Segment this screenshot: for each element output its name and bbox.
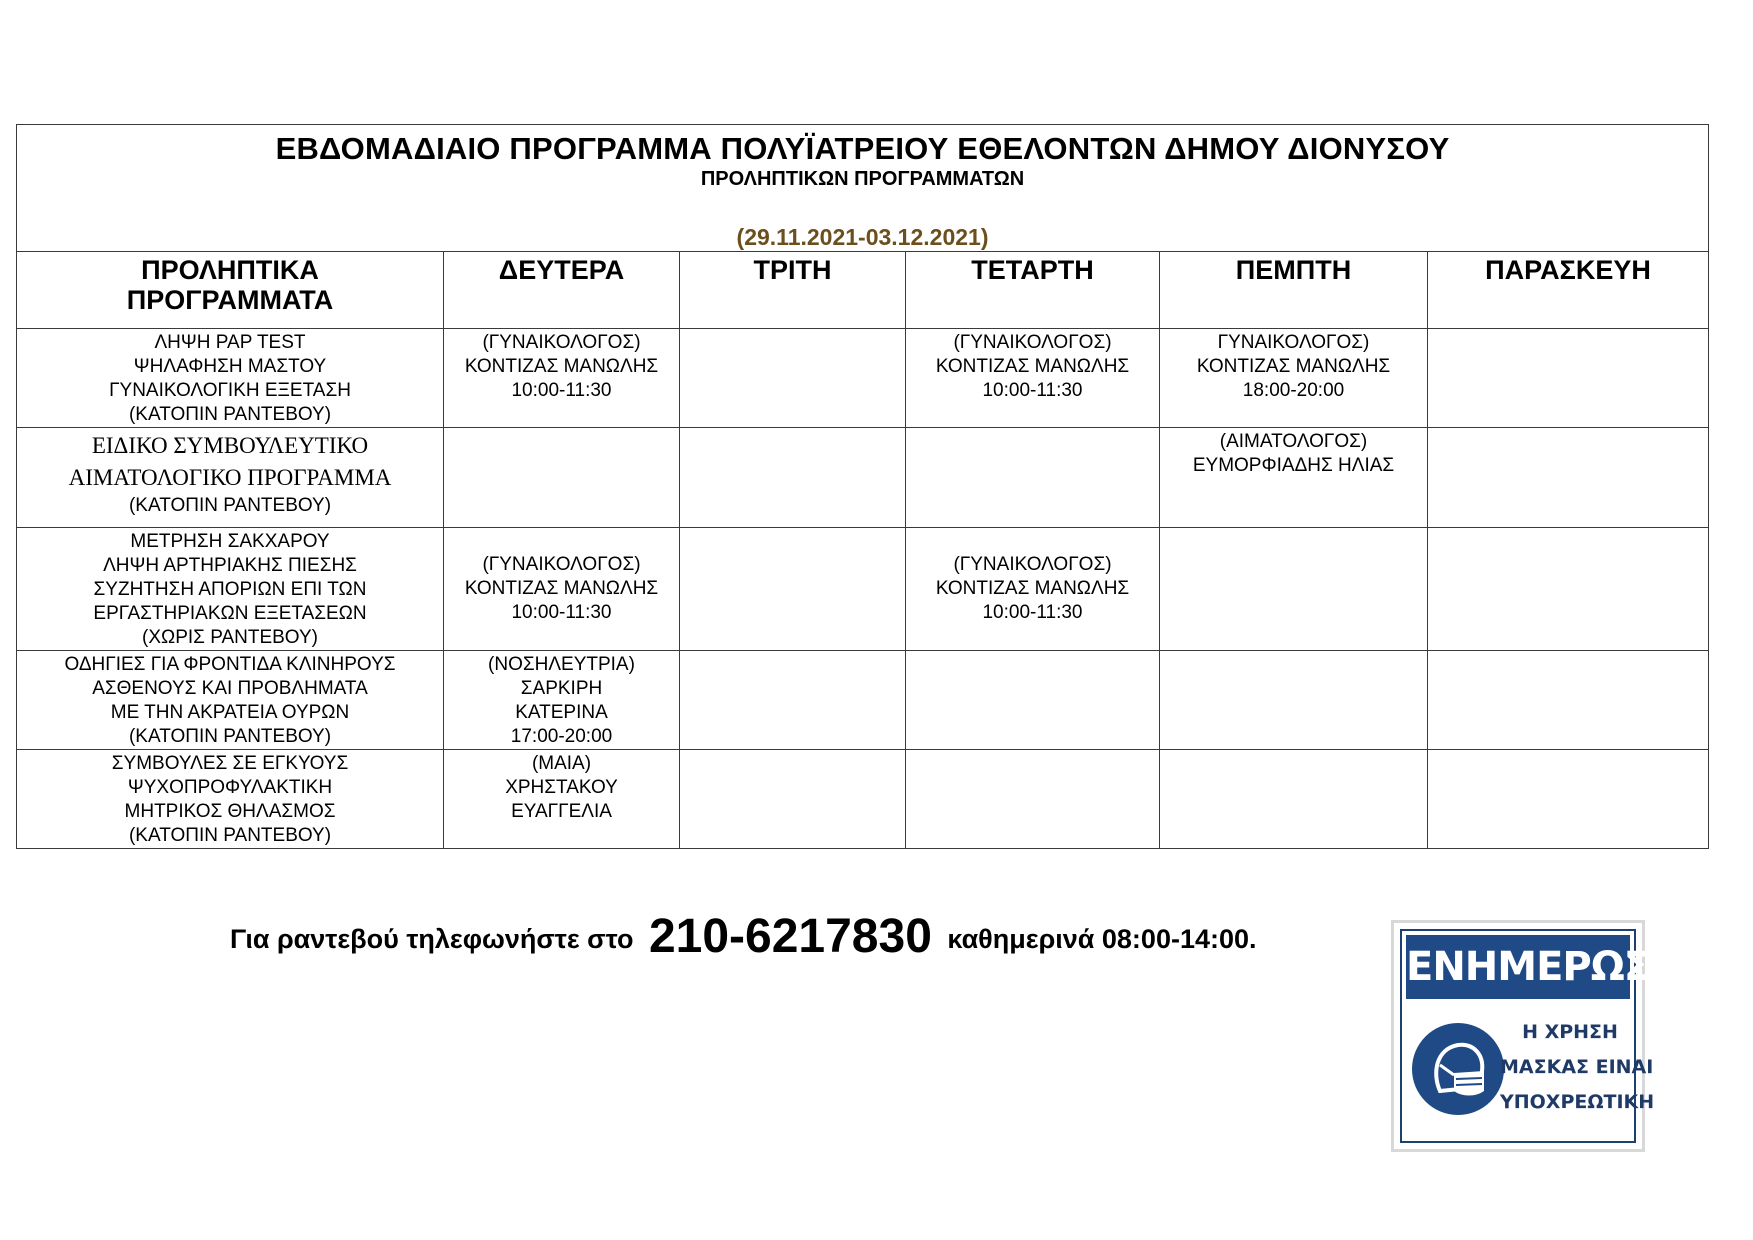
program-line: ΣΥΖΗΤΗΣΗ ΑΠΟΡΙΩΝ ΕΠΙ ΤΩΝ xyxy=(93,579,367,600)
sign-line: Η ΧΡΗΣΗ xyxy=(1522,1021,1618,1043)
header-row xyxy=(17,252,1709,329)
column-header-friday: ΠΑΡΑΣΚΕΥΗ xyxy=(1428,252,1709,329)
program-line: ΣΥΜΒΟΥΛΕΣ ΣΕ ΕΓΚΥΟΥΣ xyxy=(111,753,349,774)
time-slot: 17:00-20:00 xyxy=(510,726,613,747)
mask-notice-sign xyxy=(1391,920,1683,1152)
appointment-info xyxy=(230,905,1257,963)
doctor-name: ΚΟΝΤΙΖΑΣ ΜΑΝΩΛΗΣ xyxy=(1196,356,1391,377)
monday-cell xyxy=(444,329,680,428)
face-mask-icon xyxy=(1410,1021,1506,1117)
program-line: ΓΥΝΑΙΚΟΛΟΓΙΚΗ ΕΞΕΤΑΣΗ xyxy=(109,380,351,401)
page-subtitle: ΠΡΟΛΗΠΤΙΚΩΝ ΠΡΟΓΡΑΜΜΑΤΩΝ xyxy=(700,168,1025,190)
wednesday-cell xyxy=(906,329,1160,428)
column-header-wednesday: ΤΕΤΑΡΤΗ xyxy=(906,252,1160,329)
thursday-cell xyxy=(1160,329,1428,428)
table-row xyxy=(17,329,1709,428)
program-line: ΜΗΤΡΙΚΟΣ ΘΗΛΑΣΜΟΣ xyxy=(124,801,336,822)
table-row xyxy=(17,651,1709,750)
program-cell xyxy=(17,750,444,849)
doctor-name: ΕΥΑΓΓΕΛΙΑ xyxy=(511,801,612,822)
doctor-name: ΧΡΗΣΤΑΚΟΥ xyxy=(505,777,618,798)
program-note: (ΚΑΤΟΠΙΝ ΡΑΝΤΕΒΟΥ) xyxy=(128,495,332,516)
program-line: ΕΡΓΑΣΤΗΡΙΑΚΩΝ ΕΞΕΤΑΣΕΩΝ xyxy=(93,603,367,624)
friday-cell xyxy=(1428,329,1709,428)
page-title: ΕΒΔΟΜΑΔΙΑΙΟ ΠΡΟΓΡΑΜΜΑ ΠΟΛΥΪΑΤΡΕΙΟΥ ΕΘΕΛΟΝΤΩΝ ΔΗΜΟΥ ΔΙΟΝΥΣΟΥ xyxy=(275,131,1450,166)
monday-cell xyxy=(444,428,680,528)
doctor-specialty: (ΜΑΙΑ) xyxy=(531,753,592,774)
table-row xyxy=(17,528,1709,651)
time-slot: 10:00-11:30 xyxy=(982,380,1083,401)
doctor-name: ΕΥΜΟΡΦΙΑΔΗΣ ΗΛΙΑΣ xyxy=(1192,455,1395,476)
program-cell xyxy=(17,651,444,750)
phone-number: 210-6217830 xyxy=(648,910,932,963)
doctor-name: ΚΟΝΤΙΖΑΣ ΜΑΝΩΛΗΣ xyxy=(464,578,659,599)
program-cell xyxy=(17,428,444,528)
title-cell xyxy=(17,125,1709,252)
wednesday-cell xyxy=(906,428,1160,528)
program-line: ΛΗΨΗ PAP TEST xyxy=(154,332,306,353)
appointment-text: Για ραντεβού τηλεφωνήστε στο xyxy=(230,924,634,954)
tuesday-cell xyxy=(680,329,906,428)
time-slot: 10:00-11:30 xyxy=(511,380,612,401)
program-cell xyxy=(17,329,444,428)
column-header-tuesday: ΤΡΙΤΗ xyxy=(680,252,906,329)
monday-cell xyxy=(444,750,680,849)
wednesday-cell xyxy=(906,651,1160,750)
doctor-specialty: (ΑΙΜΑΤΟΛΟΓΟΣ) xyxy=(1219,431,1368,452)
thursday-cell xyxy=(1160,750,1428,849)
table-row xyxy=(17,428,1709,528)
doctor-name: ΚΟΝΤΙΖΑΣ ΜΑΝΩΛΗΣ xyxy=(935,578,1130,599)
doctor-specialty: (ΓΥΝΑΙΚΟΛΟΓΟΣ) xyxy=(953,332,1112,353)
program-line: ΜΕΤΡΗΣΗ ΣΑΚΧΑΡΟΥ xyxy=(130,531,330,552)
program-cell xyxy=(17,528,444,651)
friday-cell xyxy=(1428,428,1709,528)
doctor-name: ΚΟΝΤΙΖΑΣ ΜΑΝΩΛΗΣ xyxy=(935,356,1130,377)
sign-message xyxy=(1500,1015,1655,1120)
doctor-specialty: (ΓΥΝΑΙΚΟΛΟΓΟΣ) xyxy=(482,332,641,353)
doctor-name: ΚΟΝΤΙΖΑΣ ΜΑΝΩΛΗΣ xyxy=(464,356,659,377)
sign-banner: ΕΝΗΜΕΡΩΣΗ xyxy=(1406,935,1630,999)
friday-cell xyxy=(1428,651,1709,750)
program-line: ΨΗΛΑΦΗΣΗ ΜΑΣΤΟΥ xyxy=(133,356,327,377)
tuesday-cell xyxy=(680,750,906,849)
program-line: ΟΔΗΓΙΕΣ ΓΙΑ ΦΡΟΝΤΙΔΑ ΚΛΙΝΗΡΟΥΣ xyxy=(64,654,396,675)
doctor-specialty: (ΝΟΣΗΛΕΥΤΡΙΑ) xyxy=(488,654,635,675)
wednesday-cell xyxy=(906,750,1160,849)
column-header-programs-line: ΠΡΟΛΗΠΤΙΚΑ xyxy=(141,255,319,285)
thursday-cell xyxy=(1160,651,1428,750)
wednesday-cell xyxy=(906,528,1160,651)
tuesday-cell xyxy=(680,651,906,750)
tuesday-cell xyxy=(680,528,906,651)
monday-cell xyxy=(444,651,680,750)
column-header-thursday: ΠΕΜΠΤΗ xyxy=(1160,252,1428,329)
sign-line: ΜΑΣΚΑΣ ΕΙΝΑΙ xyxy=(1500,1056,1654,1078)
column-header-programs-line: ΠΡΟΓΡΑΜΜΑΤΑ xyxy=(126,285,334,315)
column-header-monday: ΔΕΥΤΕΡΑ xyxy=(444,252,680,329)
program-line: (ΧΩΡΙΣ ΡΑΝΤΕΒΟΥ) xyxy=(142,627,318,648)
time-slot: 10:00-11:30 xyxy=(982,602,1083,623)
program-line: (ΚΑΤΟΠΙΝ ΡΑΝΤΕΒΟΥ) xyxy=(128,825,332,846)
schedule-table xyxy=(16,124,1709,849)
friday-cell xyxy=(1428,750,1709,849)
tuesday-cell xyxy=(680,428,906,528)
program-line: (ΚΑΤΟΠΙΝ ΡΑΝΤΕΒΟΥ) xyxy=(128,726,332,747)
doctor-specialty: (ΓΥΝΑΙΚΟΛΟΓΟΣ) xyxy=(953,554,1112,575)
time-slot: 18:00-20:00 xyxy=(1242,380,1345,401)
program-line: ΑΣΘΕΝΟΥΣ ΚΑΙ ΠΡΟΒΛΗΜΑΤΑ xyxy=(92,678,368,699)
doctor-name: ΚΑΤΕΡΙΝΑ xyxy=(515,702,608,723)
sign-line: ΥΠΟΧΡΕΩΤΙΚΗ xyxy=(1500,1091,1655,1113)
doctor-specialty: ΓΥΝΑΙΚΟΛΟΓΟΣ) xyxy=(1217,332,1370,353)
program-line: ΜΕ ΤΗΝ ΑΚΡΑΤΕΙΑ ΟΥΡΩΝ xyxy=(110,702,350,723)
program-line: ΛΗΨΗ ΑΡΤΗΡΙΑΚΗΣ ΠΙΕΣΗΣ xyxy=(103,555,357,576)
thursday-cell xyxy=(1160,428,1428,528)
time-slot: 10:00-11:30 xyxy=(511,602,612,623)
table-row xyxy=(17,750,1709,849)
column-header-programs xyxy=(17,252,444,329)
doctor-name: ΣΑΡΚΙΡΗ xyxy=(520,678,603,699)
thursday-cell xyxy=(1160,528,1428,651)
program-line: ΨΥΧΟΠΡΟΦΥΛΑΚΤΙΚΗ xyxy=(127,777,333,798)
program-line: (ΚΑΤΟΠΙΝ ΡΑΝΤΕΒΟΥ) xyxy=(128,404,332,425)
program-line: ΕΙΔΙΚΟ ΣΥΜΒΟΥΛΕΥΤΙΚΟ xyxy=(91,433,369,458)
program-line: ΑΙΜΑΤΟΛΟΓΙΚΟ ΠΡΟΓΡΑΜΜΑ xyxy=(68,465,392,490)
monday-cell xyxy=(444,528,680,651)
date-range: (29.11.2021-03.12.2021) xyxy=(736,224,989,250)
appointment-hours: καθημερινά 08:00-14:00. xyxy=(947,924,1257,954)
doctor-specialty: (ΓΥΝΑΙΚΟΛΟΓΟΣ) xyxy=(482,554,641,575)
friday-cell xyxy=(1428,528,1709,651)
